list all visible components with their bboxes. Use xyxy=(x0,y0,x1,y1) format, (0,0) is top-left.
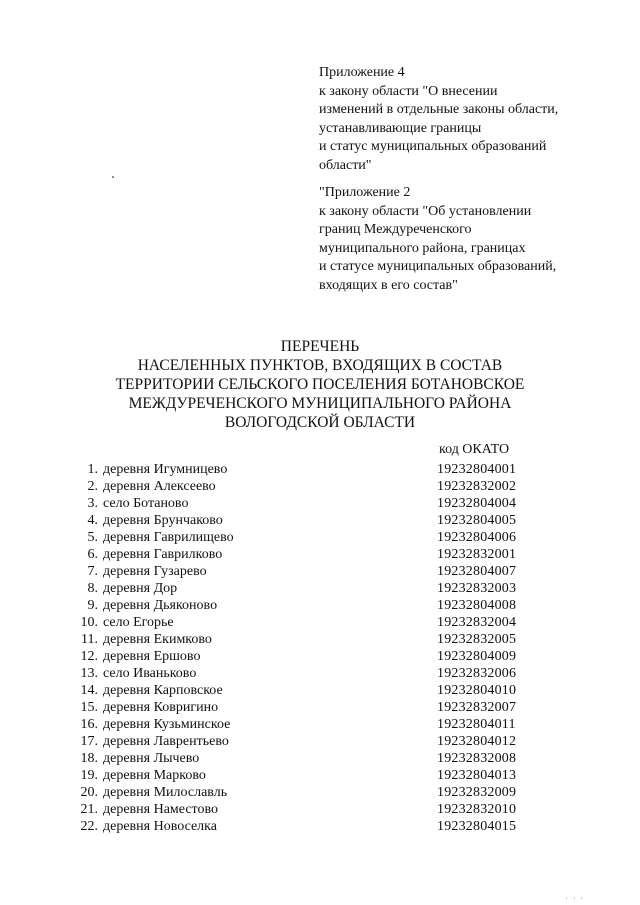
appendix-4-line: изменений в отдельные законы области, xyxy=(319,102,559,117)
title-line: ПЕРЕЧЕНЬ xyxy=(280,338,360,355)
okato-code: 19232832008 xyxy=(437,751,517,766)
settlement-name: деревня Брунчаково xyxy=(103,513,223,528)
settlement-name: село Егорье xyxy=(103,615,174,630)
title-line: МЕЖДУРЕЧЕНСКОГО МУНИЦИПАЛЬНОГО РАЙОНА xyxy=(128,395,512,412)
list-item xyxy=(0,665,640,682)
settlement-number: 8. xyxy=(87,581,98,596)
appendix-4-line: области" xyxy=(319,157,372,173)
settlement-name: деревня Ершово xyxy=(103,649,201,664)
okato-column-header: код ОКАТО xyxy=(439,442,510,457)
appendix-4-heading xyxy=(319,64,619,175)
appendix-4-line: Приложение 4 xyxy=(319,65,405,80)
settlement-number: 17. xyxy=(80,734,98,749)
list-item xyxy=(0,614,640,631)
scan-speck xyxy=(112,176,114,178)
okato-code: 19232804008 xyxy=(437,598,517,613)
list-item xyxy=(0,478,640,495)
okato-code: 19232804007 xyxy=(437,564,517,579)
settlement-name: деревня Игумницево xyxy=(103,462,228,477)
appendix-2-line: входящих в его состав" xyxy=(319,277,458,293)
settlement-list xyxy=(0,461,640,835)
list-item xyxy=(0,733,640,750)
list-item xyxy=(0,716,640,733)
settlement-name: деревня Марково xyxy=(103,768,206,783)
list-item xyxy=(0,631,640,648)
okato-code: 19232804004 xyxy=(437,496,517,511)
settlement-number: 13. xyxy=(80,666,98,681)
list-item xyxy=(0,699,640,716)
appendix-2-line: границ Междуреченского xyxy=(319,222,472,237)
list-item xyxy=(0,512,640,529)
settlement-name: деревня Лаврентьево xyxy=(103,734,229,749)
settlement-name: деревня Дьяконово xyxy=(103,598,218,613)
okato-code: 19232804005 xyxy=(437,513,517,528)
settlement-number: 1. xyxy=(87,462,98,477)
settlement-name: деревня Дор xyxy=(103,581,178,596)
settlement-number: 12. xyxy=(80,649,98,664)
settlement-number: 14. xyxy=(80,683,98,698)
okato-code: 19232804010 xyxy=(437,683,517,698)
settlement-number: 16. xyxy=(80,717,98,732)
settlement-number: 3. xyxy=(87,496,98,511)
list-item xyxy=(0,818,640,835)
appendix-2-line: к закону области "Об установлении xyxy=(319,203,532,219)
okato-code: 19232804001 xyxy=(437,462,517,477)
okato-code: 19232832003 xyxy=(437,581,517,596)
list-item xyxy=(0,461,640,478)
title-line: ТЕРРИТОРИИ СЕЛЬСКОГО ПОСЕЛЕНИЯ БОТАНОВСКОЕ xyxy=(115,376,525,393)
okato-code: 19232804011 xyxy=(437,717,516,732)
okato-code: 19232832010 xyxy=(437,802,517,817)
okato-code: 19232804015 xyxy=(437,819,517,834)
settlement-name: деревня Гаврилищево xyxy=(103,530,234,545)
list-item xyxy=(0,529,640,546)
settlement-name: деревня Кузьминское xyxy=(103,717,231,732)
settlement-number: 4. xyxy=(87,513,98,528)
appendix-4-line: к закону области "О внесении xyxy=(319,83,498,99)
appendix-2-line: "Приложение 2 xyxy=(319,185,411,200)
settlement-number: 6. xyxy=(87,547,98,562)
title-line: НАСЕЛЕННЫХ ПУНКТОВ, ВХОДЯЩИХ В СОСТАВ xyxy=(137,357,503,374)
list-item xyxy=(0,495,640,512)
okato-code: 19232804006 xyxy=(437,530,517,545)
list-item xyxy=(0,580,640,597)
okato-code: 19232832002 xyxy=(437,479,517,494)
okato-code: 19232832007 xyxy=(437,700,517,715)
settlement-number: 21. xyxy=(80,802,98,817)
settlement-name: деревня Наместово xyxy=(103,802,219,817)
list-item xyxy=(0,563,640,580)
settlement-number: 10. xyxy=(80,615,98,630)
settlement-number: 11. xyxy=(81,632,98,647)
page-mark: ' ' ' xyxy=(566,896,585,905)
list-item xyxy=(0,767,640,784)
settlement-name: деревня Новоселка xyxy=(103,819,217,834)
settlement-number: 7. xyxy=(87,564,98,579)
okato-code: 19232832009 xyxy=(437,785,517,800)
settlement-name: село Ботаново xyxy=(103,496,189,511)
document-title xyxy=(0,337,640,432)
settlement-name: деревня Гаврилково xyxy=(103,547,223,562)
list-item xyxy=(0,784,640,801)
list-item xyxy=(0,750,640,767)
okato-code: 19232832005 xyxy=(437,632,517,647)
settlement-name: деревня Гузарево xyxy=(103,564,207,579)
title-line: ВОЛОГОДСКОЙ ОБЛАСТИ xyxy=(224,414,416,431)
okato-code: 19232804013 xyxy=(437,768,517,783)
appendix-4-line: и статус муниципальных образований xyxy=(319,139,547,154)
settlement-name: село Иваньково xyxy=(103,666,197,681)
settlement-name: деревня Ковригино xyxy=(103,700,219,715)
list-item xyxy=(0,801,640,818)
settlement-name: деревня Милославль xyxy=(103,785,228,800)
okato-code: 19232832001 xyxy=(437,547,517,562)
settlement-number: 5. xyxy=(87,530,98,545)
settlement-number: 20. xyxy=(80,785,98,800)
list-item xyxy=(0,648,640,665)
okato-code: 19232804009 xyxy=(437,649,517,664)
list-item xyxy=(0,682,640,699)
settlement-number: 18. xyxy=(80,751,98,766)
list-item xyxy=(0,597,640,614)
settlement-name: деревня Екимково xyxy=(103,632,212,647)
settlement-name: деревня Лычево xyxy=(103,751,200,766)
settlement-number: 15. xyxy=(80,700,98,715)
appendix-2-line: и статусе муниципальных образований, xyxy=(319,259,557,274)
okato-code: 19232804012 xyxy=(437,734,517,749)
settlement-name: деревня Карповское xyxy=(103,683,223,698)
settlement-number: 9. xyxy=(87,598,98,613)
settlement-number: 22. xyxy=(80,819,98,834)
appendix-2-heading xyxy=(319,184,619,295)
settlement-number: 2. xyxy=(87,479,98,494)
settlement-number: 19. xyxy=(80,768,98,783)
list-item xyxy=(0,546,640,563)
okato-code: 19232832006 xyxy=(437,666,517,681)
appendix-4-line: устанавливающие границы xyxy=(319,120,482,136)
okato-code: 19232832004 xyxy=(437,615,517,630)
settlement-name: деревня Алексеево xyxy=(103,479,216,494)
appendix-2-line: муниципального района, границах xyxy=(319,240,526,256)
